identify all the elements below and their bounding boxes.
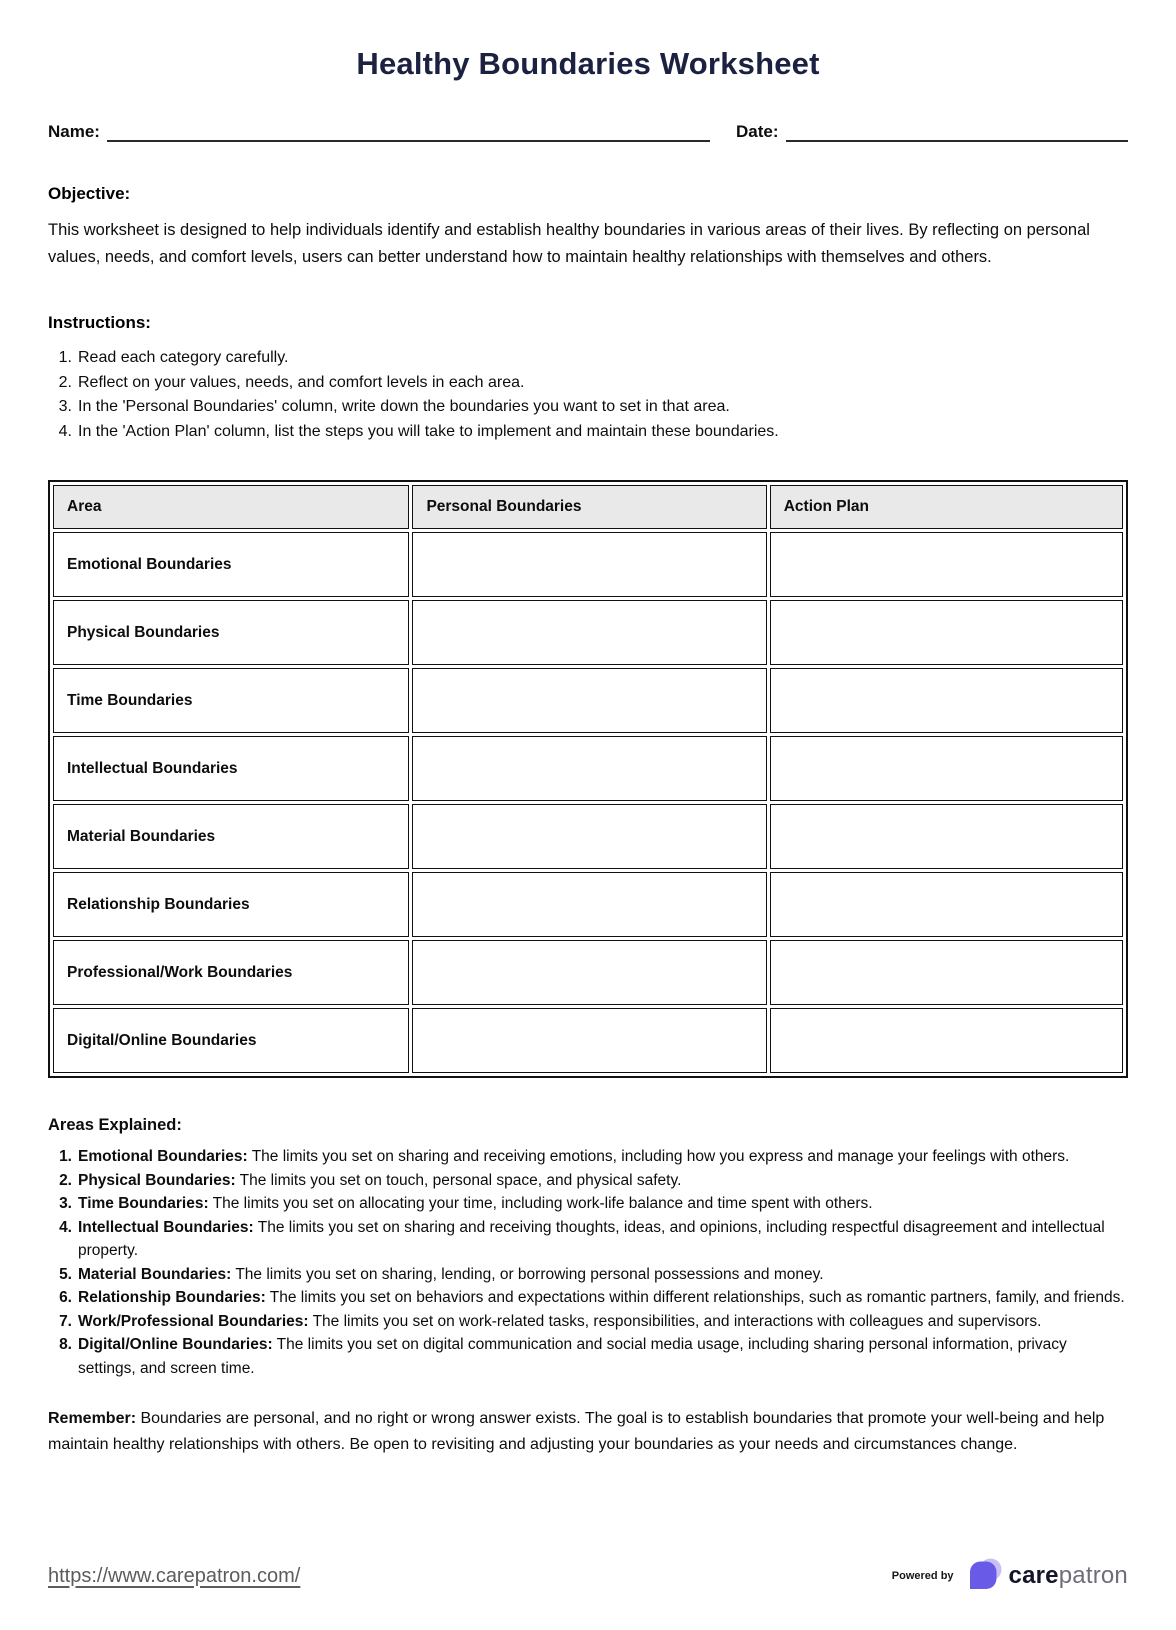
date-field[interactable] <box>786 122 1128 142</box>
instruction-item <box>48 395 1128 420</box>
personal-boundaries-cell[interactable] <box>412 668 766 733</box>
item-desc: The limits you set on sharing, lending, or borrowing personal possessions and money. <box>235 1265 824 1283</box>
item-term: Intellectual Boundaries: <box>78 1218 254 1236</box>
personal-boundaries-cell[interactable] <box>412 600 766 665</box>
areas-explained-heading: Areas Explained: <box>48 1116 182 1134</box>
table-row <box>53 940 1123 1005</box>
action-plan-cell[interactable] <box>770 600 1123 665</box>
column-header-personal-boundaries: Personal Boundaries <box>412 485 766 529</box>
personal-boundaries-cell[interactable] <box>412 804 766 869</box>
item-term: Work/Professional Boundaries: <box>78 1312 309 1330</box>
area-explained-item <box>48 1333 1128 1380</box>
page-footer <box>48 1556 1128 1596</box>
item-text <box>78 1310 1041 1334</box>
item-desc: The limits you set on digital communication and social media usage, including sharing personal information, privacy settings, and screen time. <box>78 1336 1067 1377</box>
area-explained-item <box>48 1145 1128 1169</box>
action-plan-cell[interactable] <box>770 736 1123 801</box>
item-number: 6. <box>59 1289 72 1306</box>
item-number: 2. <box>59 1171 72 1189</box>
table-row <box>53 600 1123 665</box>
column-header-area: Area <box>53 485 409 529</box>
area-cell: Relationship Boundaries <box>53 872 409 937</box>
item-text <box>78 1333 1128 1380</box>
area-explained-item <box>48 1263 1128 1287</box>
objective-text: This worksheet is designed to help individuals identify and establish healthy boundaries in various areas of their lives. By reflecting on personal values, needs, and comfort levels, users can better understand how to maintain healthy relationships with themselves and others. <box>48 221 1090 266</box>
area-cell: Physical Boundaries <box>53 600 409 665</box>
boundaries-table <box>48 480 1128 1078</box>
area-cell: Digital/Online Boundaries <box>53 1008 409 1073</box>
instruction-text: In the 'Action Plan' column, list the steps you will take to implement and maintain these boundaries. <box>78 422 779 440</box>
instruction-text: In the 'Personal Boundaries' column, write down the boundaries you want to set in that area. <box>78 398 730 415</box>
table-header-row <box>53 485 1123 529</box>
action-plan-cell[interactable] <box>770 940 1123 1005</box>
item-term: Material Boundaries: <box>78 1265 232 1283</box>
item-number: 1. <box>59 1148 72 1165</box>
table-row <box>53 736 1123 801</box>
table-row <box>53 872 1123 937</box>
action-plan-cell[interactable] <box>770 532 1123 597</box>
instruction-number: 2. <box>58 373 72 391</box>
objective-heading: Objective: <box>48 184 131 203</box>
action-plan-cell[interactable] <box>770 804 1123 869</box>
date-label: Date: <box>736 122 779 141</box>
brand-name <box>1009 1562 1128 1590</box>
name-label: Name: <box>48 122 100 141</box>
table-row <box>53 804 1123 869</box>
instruction-number: 3. <box>58 398 72 415</box>
item-desc: The limits you set on sharing and receiving thoughts, ideas, and opinions, including respectful disagreement and intellectual property. <box>78 1218 1105 1259</box>
page-title: Healthy Boundaries Worksheet <box>356 46 820 81</box>
area-explained-item <box>48 1286 1128 1310</box>
item-desc: The limits you set on touch, personal space, and physical safety. <box>239 1171 682 1189</box>
action-plan-cell[interactable] <box>770 1008 1123 1073</box>
item-desc: The limits you set on allocating your time, including work-life balance and time spent with others. <box>212 1195 873 1212</box>
instruction-number: 1. <box>58 349 72 366</box>
table-row <box>53 668 1123 733</box>
area-explained-item <box>48 1192 1128 1216</box>
item-desc: The limits you set on sharing and receiving emotions, including how you express and manage your feelings with others. <box>251 1148 1070 1165</box>
area-explained-item <box>48 1169 1128 1193</box>
instruction-text: Read each category carefully. <box>78 349 289 366</box>
item-text <box>78 1145 1069 1169</box>
remember-text: Boundaries are personal, and no right or wrong answer exists. The goal is to establish boundaries that promote your well-being and help maintain healthy relationships with others. Be open to revisiting and adjusting your boundaries as your needs and circumstances change. <box>48 1410 1105 1453</box>
item-text <box>78 1216 1128 1263</box>
areas-explained-list <box>48 1145 1128 1380</box>
area-cell: Professional/Work Boundaries <box>53 940 409 1005</box>
item-desc: The limits you set on behaviors and expectations within different relationships, such as romantic partners, family, and friends. <box>269 1289 1125 1306</box>
remember-label: Remember: <box>48 1410 137 1427</box>
item-number: 3. <box>59 1195 72 1212</box>
personal-boundaries-cell[interactable] <box>412 1008 766 1073</box>
instruction-item <box>48 371 1128 396</box>
item-number: 7. <box>59 1312 72 1330</box>
item-text <box>78 1286 1125 1310</box>
area-explained-item <box>48 1216 1128 1263</box>
item-text <box>78 1169 681 1193</box>
item-term: Emotional Boundaries: <box>78 1148 248 1165</box>
brand-patron-text: patron <box>1058 1562 1128 1589</box>
column-header-action-plan: Action Plan <box>770 485 1123 529</box>
personal-boundaries-cell[interactable] <box>412 872 766 937</box>
instruction-item <box>48 346 1128 371</box>
area-cell: Emotional Boundaries <box>53 532 409 597</box>
item-text <box>78 1192 873 1216</box>
area-cell: Intellectual Boundaries <box>53 736 409 801</box>
item-term: Digital/Online Boundaries: <box>78 1336 273 1353</box>
personal-boundaries-cell[interactable] <box>412 532 766 597</box>
action-plan-cell[interactable] <box>770 872 1123 937</box>
brand-care-text: care <box>1008 1562 1059 1589</box>
area-explained-item <box>48 1310 1128 1334</box>
instruction-item <box>48 420 1128 445</box>
powered-by-label: Powered by <box>891 1570 954 1582</box>
item-number: 4. <box>59 1218 72 1236</box>
item-term: Relationship Boundaries: <box>78 1289 266 1306</box>
item-number: 8. <box>59 1336 72 1353</box>
table-row <box>53 532 1123 597</box>
personal-boundaries-cell[interactable] <box>412 940 766 1005</box>
action-plan-cell[interactable] <box>770 668 1123 733</box>
area-cell: Time Boundaries <box>53 668 409 733</box>
item-text <box>78 1263 824 1287</box>
name-date-row <box>48 122 1128 142</box>
instructions-list <box>48 346 1128 444</box>
carepatron-logo-icon <box>963 1556 1003 1596</box>
item-desc: The limits you set on work-related tasks, responsibilities, and interactions with colleagues and supervisors. <box>312 1312 1042 1330</box>
remember-note <box>48 1406 1128 1458</box>
brand-block <box>892 1556 1128 1596</box>
instruction-text: Reflect on your values, needs, and comfort levels in each area. <box>78 373 525 391</box>
name-field[interactable] <box>107 122 710 142</box>
instruction-number: 4. <box>58 422 72 440</box>
item-number: 5. <box>59 1265 72 1283</box>
table-row <box>53 1008 1123 1073</box>
item-term: Physical Boundaries: <box>78 1171 236 1189</box>
area-cell: Material Boundaries <box>53 804 409 869</box>
instructions-heading: Instructions: <box>48 313 151 332</box>
carepatron-link[interactable]: https://www.carepatron.com/ <box>48 1564 301 1587</box>
personal-boundaries-cell[interactable] <box>412 736 766 801</box>
item-term: Time Boundaries: <box>78 1195 209 1212</box>
